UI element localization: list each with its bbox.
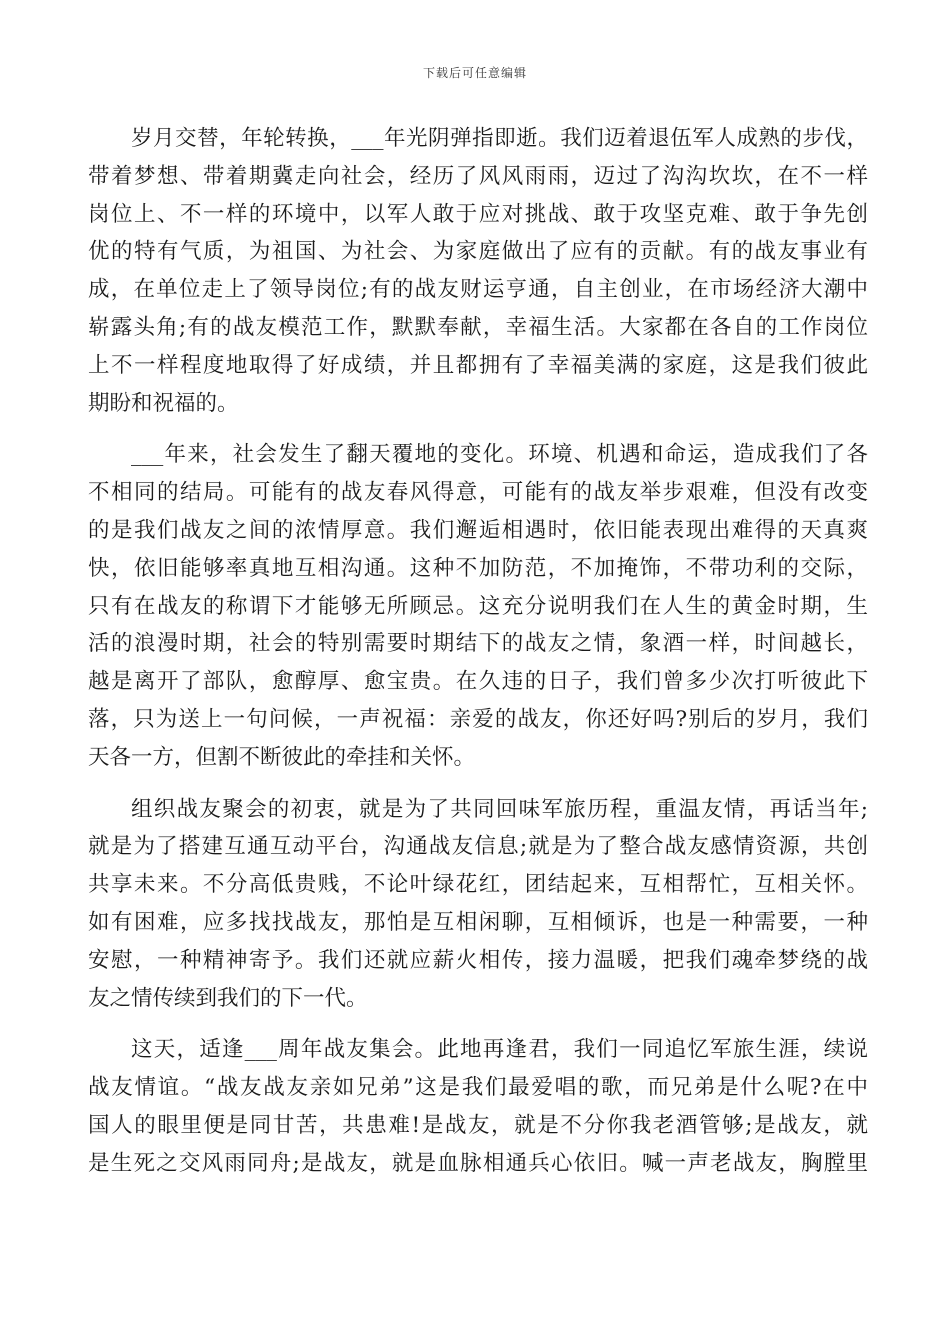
paragraph-4 xyxy=(88,1031,868,1182)
text-line: 是生死之交风雨同舟;是战友，就是血脉相通兵心依旧。喊一声老战友，胸膛里 xyxy=(88,1150,868,1176)
text-line: 成，在单位走上了领导岗位;有的战友财运亨通，自主创业，在市场经济大潮中 xyxy=(88,277,868,303)
paragraph-3 xyxy=(88,791,868,1018)
text-line: 如有困难，应多找找战友，那怕是互相闲聊，互相倾诉，也是一种需要，一种 xyxy=(88,909,868,935)
text-line: 上不一样程度地取得了好成绩，并且都拥有了幸福美满的家庭，这是我们彼此 xyxy=(88,352,868,378)
text-line: 优的特有气质，为祖国、为社会、为家庭做出了应有的贡献。有的战友事业有 xyxy=(88,239,868,265)
text-line: 岁月交替，年轮转换，___年光阴弹指即逝。我们迈着退伍军人成熟的步伐， xyxy=(131,126,868,151)
text-line: ___年来，社会发生了翻天覆地的变化。环境、机遇和命运，造成我们了各 xyxy=(131,442,868,468)
text-line: 快，依旧能够率真地互相沟通。这种不加防范，不加掩饰，不带功利的交际， xyxy=(88,555,868,581)
page-header: 下载后可任意编辑 xyxy=(422,66,527,80)
text-line: 天各一方，但割不断彼此的牵挂和关怀。 xyxy=(88,744,476,770)
text-line: 战友情谊。“战友战友亲如兄弟”这是我们最爱唱的歌，而兄弟是什么呢?在中 xyxy=(88,1075,868,1101)
text-line: 就是为了搭建互通互动平台，沟通战友信息;就是为了整合战友感情资源，共创 xyxy=(88,834,868,860)
paragraph-1 xyxy=(88,120,868,422)
text-line: 的是我们战友之间的浓情厚意。我们邂逅相遇时，依旧能表现出难得的天真爽 xyxy=(88,517,868,543)
paragraph-2 xyxy=(88,436,868,776)
text-line: 只有在战友的称谓下才能够无所顾忌。这充分说明我们在人生的黄金时期，生 xyxy=(88,593,868,619)
text-line: 崭露头角;有的战友模范工作，默默奉献，幸福生活。大家都在各自的工作岗位 xyxy=(88,314,868,340)
text-line: 不相同的结局。可能有的战友春风得意，可能有的战友举步艰难，但没有改变 xyxy=(88,480,868,506)
text-line: 落，只为送上一句问候，一声祝福：亲爱的战友，你还好吗?别后的岁月，我们 xyxy=(88,706,868,732)
text-line: 岗位上、不一样的环境中，以军人敢于应对挑战、敢于攻坚克难、敢于争先创 xyxy=(88,201,868,227)
text-line: 国人的眼里便是同甘苦，共患难!是战友，就是不分你我老酒管够;是战友，就 xyxy=(88,1112,868,1138)
text-line: 共享未来。不分高低贵贱，不论叶绿花红，团结起来，互相帮忙，互相关怀。 xyxy=(88,872,868,898)
text-line: 友之情传续到我们的下一代。 xyxy=(88,985,368,1011)
text-line: 越是离开了部队，愈醇厚、愈宝贵。在久违的日子，我们曾多少次打听彼此下 xyxy=(88,669,868,695)
text-line: 期盼和祝福的。 xyxy=(88,390,239,416)
text-line: 带着梦想、带着期冀走向社会，经历了风风雨雨，迈过了沟沟坎坎，在不一样 xyxy=(88,163,868,189)
text-line: 这天，适逢___周年战友集会。此地再逢君，我们一同追忆军旅生涯，续说 xyxy=(131,1037,868,1063)
text-line: 活的浪漫时期，社会的特别需要时期结下的战友之情，象酒一样，时间越长， xyxy=(88,631,868,657)
text-line: 组织战友聚会的初衷，就是为了共同回味军旅历程，重温友情，再话当年; xyxy=(131,796,868,822)
document-body xyxy=(88,120,868,1197)
text-line: 安慰，一种精神寄予。我们还就应薪火相传，接力温暖，把我们魂牵梦绕的战 xyxy=(88,947,868,973)
